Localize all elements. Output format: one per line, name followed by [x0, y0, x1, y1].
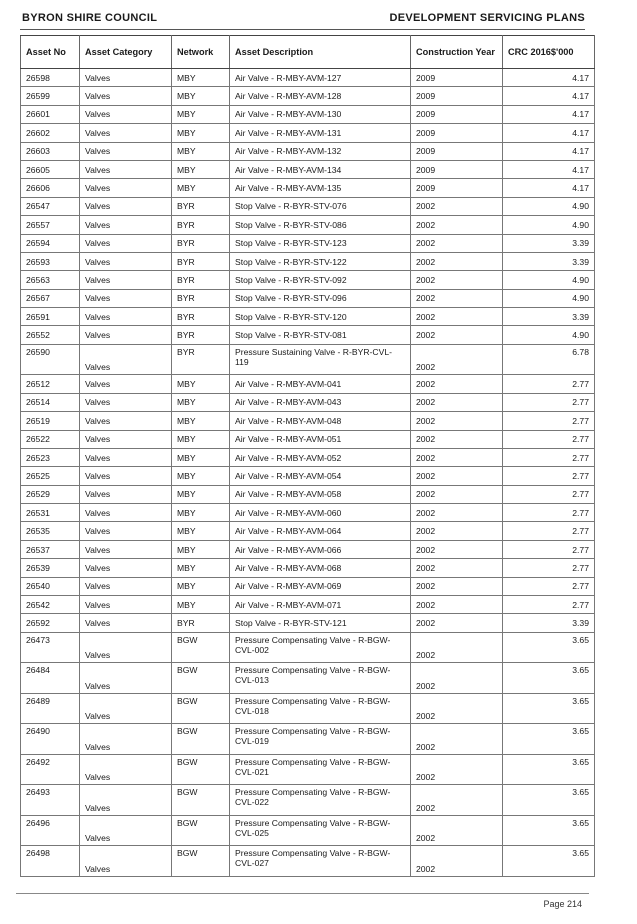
- asset-no-cell: 26594: [21, 234, 80, 252]
- network-cell: MBY: [172, 105, 230, 123]
- asset-category-cell: Valves: [80, 142, 172, 160]
- crc-cell: 2.77: [503, 485, 595, 503]
- asset-category-cell: Valves: [80, 448, 172, 466]
- table-row: [21, 663, 595, 694]
- table-row: [21, 846, 595, 877]
- network-cell: MBY: [172, 375, 230, 393]
- construction-year-cell: 2002: [411, 815, 503, 846]
- crc-cell: 3.65: [503, 846, 595, 877]
- document-title: DEVELOPMENT SERVICING PLANS: [389, 12, 585, 24]
- table-row: [21, 724, 595, 755]
- asset-category-cell: Valves: [80, 124, 172, 142]
- network-cell: BYR: [172, 614, 230, 632]
- network-cell: MBY: [172, 485, 230, 503]
- table-row: [21, 271, 595, 289]
- table-row: [21, 375, 595, 393]
- asset-category-cell: Valves: [80, 485, 172, 503]
- table-row: [21, 577, 595, 595]
- table-row: [21, 504, 595, 522]
- table-row: [21, 693, 595, 724]
- crc-cell: 3.65: [503, 632, 595, 663]
- crc-cell: 2.77: [503, 430, 595, 448]
- table-row: [21, 216, 595, 234]
- network-cell: BYR: [172, 216, 230, 234]
- crc-cell: 3.39: [503, 234, 595, 252]
- asset-description-cell: Pressure Compensating Valve - R-BGW-CVL-022: [230, 785, 411, 816]
- asset-no-cell: 26522: [21, 430, 80, 448]
- table-row: [21, 197, 595, 215]
- crc-cell: 3.39: [503, 308, 595, 326]
- network-cell: BGW: [172, 663, 230, 694]
- asset-no-cell: 26529: [21, 485, 80, 503]
- asset-no-cell: 26493: [21, 785, 80, 816]
- asset-no-cell: 26552: [21, 326, 80, 344]
- network-cell: BYR: [172, 271, 230, 289]
- asset-description-cell: Pressure Compensating Valve - R-BGW-CVL-013: [230, 663, 411, 694]
- network-cell: BYR: [172, 289, 230, 307]
- crc-cell: 3.65: [503, 663, 595, 694]
- asset-description-cell: Air Valve - R-MBY-AVM-058: [230, 485, 411, 503]
- construction-year-cell: 2002: [411, 430, 503, 448]
- asset-description-cell: Air Valve - R-MBY-AVM-064: [230, 522, 411, 540]
- asset-description-cell: Air Valve - R-MBY-AVM-127: [230, 69, 411, 87]
- crc-cell: 3.65: [503, 693, 595, 724]
- asset-description-cell: Stop Valve - R-BYR-STV-120: [230, 308, 411, 326]
- asset-no-cell: 26514: [21, 393, 80, 411]
- network-cell: BGW: [172, 815, 230, 846]
- table-row: [21, 308, 595, 326]
- table-row: [21, 142, 595, 160]
- construction-year-cell: 2002: [411, 412, 503, 430]
- asset-category-cell: Valves: [80, 289, 172, 307]
- network-cell: MBY: [172, 559, 230, 577]
- construction-year-cell: 2002: [411, 375, 503, 393]
- asset-description-cell: Air Valve - R-MBY-AVM-132: [230, 142, 411, 160]
- crc-cell: 3.65: [503, 754, 595, 785]
- asset-description-cell: Air Valve - R-MBY-AVM-043: [230, 393, 411, 411]
- crc-cell: 4.90: [503, 326, 595, 344]
- construction-year-cell: 2009: [411, 179, 503, 197]
- network-cell: MBY: [172, 124, 230, 142]
- network-cell: MBY: [172, 448, 230, 466]
- page-number: Page 214: [543, 899, 582, 909]
- asset-description-cell: Air Valve - R-MBY-AVM-071: [230, 596, 411, 614]
- table-row: [21, 252, 595, 270]
- table-row: [21, 326, 595, 344]
- crc-cell: 4.17: [503, 124, 595, 142]
- asset-category-cell: Valves: [80, 160, 172, 178]
- crc-cell: 3.65: [503, 785, 595, 816]
- asset-no-cell: 26598: [21, 69, 80, 87]
- network-cell: MBY: [172, 412, 230, 430]
- network-cell: MBY: [172, 69, 230, 87]
- asset-category-cell: Valves: [80, 522, 172, 540]
- network-cell: BGW: [172, 846, 230, 877]
- asset-no-cell: 26592: [21, 614, 80, 632]
- asset-no-cell: 26593: [21, 252, 80, 270]
- network-cell: BGW: [172, 785, 230, 816]
- construction-year-cell: 2002: [411, 632, 503, 663]
- asset-no-cell: 26531: [21, 504, 80, 522]
- crc-cell: 2.77: [503, 467, 595, 485]
- asset-category-cell: Valves: [80, 724, 172, 755]
- network-cell: MBY: [172, 160, 230, 178]
- construction-year-cell: 2002: [411, 504, 503, 522]
- asset-no-cell: 26540: [21, 577, 80, 595]
- network-cell: MBY: [172, 522, 230, 540]
- construction-year-cell: 2002: [411, 393, 503, 411]
- construction-year-cell: 2002: [411, 197, 503, 215]
- asset-description-cell: Pressure Compensating Valve - R-BGW-CVL-027: [230, 846, 411, 877]
- crc-cell: 2.77: [503, 448, 595, 466]
- construction-year-cell: 2002: [411, 846, 503, 877]
- asset-no-cell: 26539: [21, 559, 80, 577]
- table-row: [21, 69, 595, 87]
- asset-description-cell: Air Valve - R-MBY-AVM-134: [230, 160, 411, 178]
- asset-description-cell: Pressure Sustaining Valve - R-BYR-CVL-119: [230, 344, 411, 375]
- network-cell: MBY: [172, 577, 230, 595]
- asset-category-cell: Valves: [80, 577, 172, 595]
- asset-category-cell: Valves: [80, 197, 172, 215]
- asset-no-cell: 26496: [21, 815, 80, 846]
- organization-name: BYRON SHIRE COUNCIL: [22, 12, 158, 24]
- network-cell: BYR: [172, 308, 230, 326]
- crc-cell: 3.65: [503, 815, 595, 846]
- network-cell: MBY: [172, 393, 230, 411]
- construction-year-cell: 2002: [411, 540, 503, 558]
- construction-year-cell: 2002: [411, 485, 503, 503]
- network-cell: MBY: [172, 467, 230, 485]
- table-row: [21, 614, 595, 632]
- asset-description-cell: Pressure Compensating Valve - R-BGW-CVL-018: [230, 693, 411, 724]
- asset-no-cell: 26605: [21, 160, 80, 178]
- crc-cell: 2.77: [503, 412, 595, 430]
- table-row: [21, 344, 595, 375]
- asset-description-cell: Air Valve - R-MBY-AVM-135: [230, 179, 411, 197]
- asset-no-cell: 26601: [21, 105, 80, 123]
- construction-year-cell: 2009: [411, 69, 503, 87]
- asset-description-cell: Air Valve - R-MBY-AVM-051: [230, 430, 411, 448]
- crc-cell: 4.17: [503, 160, 595, 178]
- construction-year-cell: 2002: [411, 271, 503, 289]
- column-header-asset-description: Asset Description: [230, 36, 411, 69]
- asset-description-cell: Stop Valve - R-BYR-STV-086: [230, 216, 411, 234]
- page-header: [22, 8, 585, 28]
- asset-category-cell: Valves: [80, 216, 172, 234]
- footer-divider: [16, 893, 589, 894]
- table-row: [21, 412, 595, 430]
- asset-category-cell: Valves: [80, 754, 172, 785]
- asset-category-cell: Valves: [80, 663, 172, 694]
- table-row: [21, 393, 595, 411]
- table-header-row: [21, 36, 595, 69]
- table-row: [21, 785, 595, 816]
- asset-description-cell: Stop Valve - R-BYR-STV-122: [230, 252, 411, 270]
- construction-year-cell: 2002: [411, 663, 503, 694]
- asset-description-cell: Air Valve - R-MBY-AVM-041: [230, 375, 411, 393]
- crc-cell: 4.90: [503, 271, 595, 289]
- column-header-asset-no: Asset No: [21, 36, 80, 69]
- table-body: [21, 69, 595, 877]
- asset-description-cell: Air Valve - R-MBY-AVM-060: [230, 504, 411, 522]
- table-row: [21, 430, 595, 448]
- construction-year-cell: 2002: [411, 448, 503, 466]
- construction-year-cell: 2002: [411, 559, 503, 577]
- network-cell: MBY: [172, 596, 230, 614]
- asset-no-cell: 26557: [21, 216, 80, 234]
- crc-cell: 2.77: [503, 522, 595, 540]
- asset-no-cell: 26590: [21, 344, 80, 375]
- construction-year-cell: 2002: [411, 234, 503, 252]
- construction-year-cell: 2009: [411, 124, 503, 142]
- construction-year-cell: 2009: [411, 142, 503, 160]
- asset-no-cell: 26542: [21, 596, 80, 614]
- network-cell: MBY: [172, 504, 230, 522]
- asset-no-cell: 26535: [21, 522, 80, 540]
- network-cell: MBY: [172, 142, 230, 160]
- crc-cell: 2.77: [503, 393, 595, 411]
- asset-category-cell: Valves: [80, 252, 172, 270]
- column-header-asset-category: Asset Category: [80, 36, 172, 69]
- asset-no-cell: 26567: [21, 289, 80, 307]
- asset-description-cell: Air Valve - R-MBY-AVM-054: [230, 467, 411, 485]
- asset-category-cell: Valves: [80, 271, 172, 289]
- asset-no-cell: 26603: [21, 142, 80, 160]
- construction-year-cell: 2002: [411, 289, 503, 307]
- construction-year-cell: 2002: [411, 344, 503, 375]
- table-row: [21, 754, 595, 785]
- asset-no-cell: 26512: [21, 375, 80, 393]
- table-row: [21, 179, 595, 197]
- table-row: [21, 105, 595, 123]
- asset-no-cell: 26537: [21, 540, 80, 558]
- network-cell: BGW: [172, 632, 230, 663]
- crc-cell: 2.77: [503, 577, 595, 595]
- network-cell: BGW: [172, 724, 230, 755]
- asset-category-cell: Valves: [80, 393, 172, 411]
- crc-cell: 3.39: [503, 252, 595, 270]
- asset-description-cell: Air Valve - R-MBY-AVM-130: [230, 105, 411, 123]
- construction-year-cell: 2002: [411, 467, 503, 485]
- table-row: [21, 522, 595, 540]
- asset-description-cell: Stop Valve - R-BYR-STV-123: [230, 234, 411, 252]
- network-cell: BGW: [172, 754, 230, 785]
- table-row: [21, 87, 595, 105]
- asset-description-cell: Air Valve - R-MBY-AVM-048: [230, 412, 411, 430]
- construction-year-cell: 2002: [411, 596, 503, 614]
- asset-category-cell: Valves: [80, 430, 172, 448]
- asset-category-cell: Valves: [80, 69, 172, 87]
- asset-no-cell: 26498: [21, 846, 80, 877]
- asset-category-cell: Valves: [80, 87, 172, 105]
- crc-cell: 4.17: [503, 142, 595, 160]
- table-row: [21, 632, 595, 663]
- asset-description-cell: Air Valve - R-MBY-AVM-131: [230, 124, 411, 142]
- crc-cell: 4.17: [503, 179, 595, 197]
- table-row: [21, 289, 595, 307]
- table-row: [21, 815, 595, 846]
- network-cell: BYR: [172, 326, 230, 344]
- crc-cell: 2.77: [503, 504, 595, 522]
- asset-category-cell: Valves: [80, 846, 172, 877]
- asset-category-cell: Valves: [80, 693, 172, 724]
- crc-cell: 2.77: [503, 375, 595, 393]
- asset-category-cell: Valves: [80, 308, 172, 326]
- network-cell: BYR: [172, 197, 230, 215]
- network-cell: MBY: [172, 179, 230, 197]
- asset-description-cell: Stop Valve - R-BYR-STV-076: [230, 197, 411, 215]
- construction-year-cell: 2009: [411, 105, 503, 123]
- asset-category-cell: Valves: [80, 614, 172, 632]
- network-cell: BGW: [172, 693, 230, 724]
- asset-category-cell: Valves: [80, 375, 172, 393]
- asset-no-cell: 26547: [21, 197, 80, 215]
- asset-category-cell: Valves: [80, 632, 172, 663]
- asset-no-cell: 26525: [21, 467, 80, 485]
- table-row: [21, 448, 595, 466]
- asset-no-cell: 26489: [21, 693, 80, 724]
- asset-category-cell: Valves: [80, 785, 172, 816]
- asset-category-cell: Valves: [80, 234, 172, 252]
- asset-category-cell: Valves: [80, 504, 172, 522]
- asset-description-cell: Air Valve - R-MBY-AVM-069: [230, 577, 411, 595]
- asset-no-cell: 26519: [21, 412, 80, 430]
- asset-no-cell: 26484: [21, 663, 80, 694]
- asset-no-cell: 26591: [21, 308, 80, 326]
- construction-year-cell: 2002: [411, 785, 503, 816]
- crc-cell: 4.17: [503, 87, 595, 105]
- table-row: [21, 540, 595, 558]
- asset-description-cell: Pressure Compensating Valve - R-BGW-CVL-021: [230, 754, 411, 785]
- column-header-construction-year: Construction Year: [411, 36, 503, 69]
- crc-cell: 3.39: [503, 614, 595, 632]
- table-row: [21, 559, 595, 577]
- asset-description-cell: Stop Valve - R-BYR-STV-081: [230, 326, 411, 344]
- table-row: [21, 234, 595, 252]
- construction-year-cell: 2002: [411, 577, 503, 595]
- network-cell: MBY: [172, 430, 230, 448]
- asset-category-cell: Valves: [80, 344, 172, 375]
- asset-category-cell: Valves: [80, 179, 172, 197]
- asset-description-cell: Air Valve - R-MBY-AVM-066: [230, 540, 411, 558]
- network-cell: BYR: [172, 234, 230, 252]
- asset-table: [20, 35, 595, 877]
- asset-category-cell: Valves: [80, 559, 172, 577]
- asset-no-cell: 26602: [21, 124, 80, 142]
- asset-description-cell: Air Valve - R-MBY-AVM-052: [230, 448, 411, 466]
- network-cell: BYR: [172, 252, 230, 270]
- asset-no-cell: 26606: [21, 179, 80, 197]
- table-row: [21, 160, 595, 178]
- table-row: [21, 124, 595, 142]
- asset-no-cell: 26563: [21, 271, 80, 289]
- asset-category-cell: Valves: [80, 540, 172, 558]
- asset-category-cell: Valves: [80, 596, 172, 614]
- table-row: [21, 467, 595, 485]
- asset-category-cell: Valves: [80, 412, 172, 430]
- asset-no-cell: 26492: [21, 754, 80, 785]
- asset-category-cell: Valves: [80, 326, 172, 344]
- asset-category-cell: Valves: [80, 815, 172, 846]
- construction-year-cell: 2002: [411, 724, 503, 755]
- construction-year-cell: 2009: [411, 160, 503, 178]
- asset-description-cell: Pressure Compensating Valve - R-BGW-CVL-019: [230, 724, 411, 755]
- asset-category-cell: Valves: [80, 105, 172, 123]
- header-divider: [20, 29, 585, 30]
- asset-no-cell: 26599: [21, 87, 80, 105]
- table-row: [21, 596, 595, 614]
- table-row: [21, 485, 595, 503]
- network-cell: BYR: [172, 344, 230, 375]
- asset-description-cell: Stop Valve - R-BYR-STV-121: [230, 614, 411, 632]
- crc-cell: 4.17: [503, 69, 595, 87]
- asset-no-cell: 26473: [21, 632, 80, 663]
- crc-cell: 2.77: [503, 540, 595, 558]
- construction-year-cell: 2002: [411, 614, 503, 632]
- crc-cell: 4.90: [503, 197, 595, 215]
- construction-year-cell: 2002: [411, 754, 503, 785]
- asset-category-cell: Valves: [80, 467, 172, 485]
- asset-no-cell: 26523: [21, 448, 80, 466]
- crc-cell: 6.78: [503, 344, 595, 375]
- column-header-crc: CRC 2016$'000: [503, 36, 595, 69]
- asset-description-cell: Pressure Compensating Valve - R-BGW-CVL-025: [230, 815, 411, 846]
- construction-year-cell: 2002: [411, 308, 503, 326]
- asset-description-cell: Air Valve - R-MBY-AVM-128: [230, 87, 411, 105]
- construction-year-cell: 2002: [411, 252, 503, 270]
- column-header-network: Network: [172, 36, 230, 69]
- crc-cell: 4.17: [503, 105, 595, 123]
- asset-description-cell: Stop Valve - R-BYR-STV-096: [230, 289, 411, 307]
- construction-year-cell: 2002: [411, 693, 503, 724]
- construction-year-cell: 2002: [411, 326, 503, 344]
- crc-cell: 4.90: [503, 216, 595, 234]
- construction-year-cell: 2002: [411, 216, 503, 234]
- asset-description-cell: Air Valve - R-MBY-AVM-068: [230, 559, 411, 577]
- network-cell: MBY: [172, 87, 230, 105]
- construction-year-cell: 2002: [411, 522, 503, 540]
- crc-cell: 3.65: [503, 724, 595, 755]
- network-cell: MBY: [172, 540, 230, 558]
- crc-cell: 4.90: [503, 289, 595, 307]
- asset-description-cell: Stop Valve - R-BYR-STV-092: [230, 271, 411, 289]
- crc-cell: 2.77: [503, 596, 595, 614]
- crc-cell: 2.77: [503, 559, 595, 577]
- construction-year-cell: 2009: [411, 87, 503, 105]
- asset-description-cell: Pressure Compensating Valve - R-BGW-CVL-002: [230, 632, 411, 663]
- asset-no-cell: 26490: [21, 724, 80, 755]
